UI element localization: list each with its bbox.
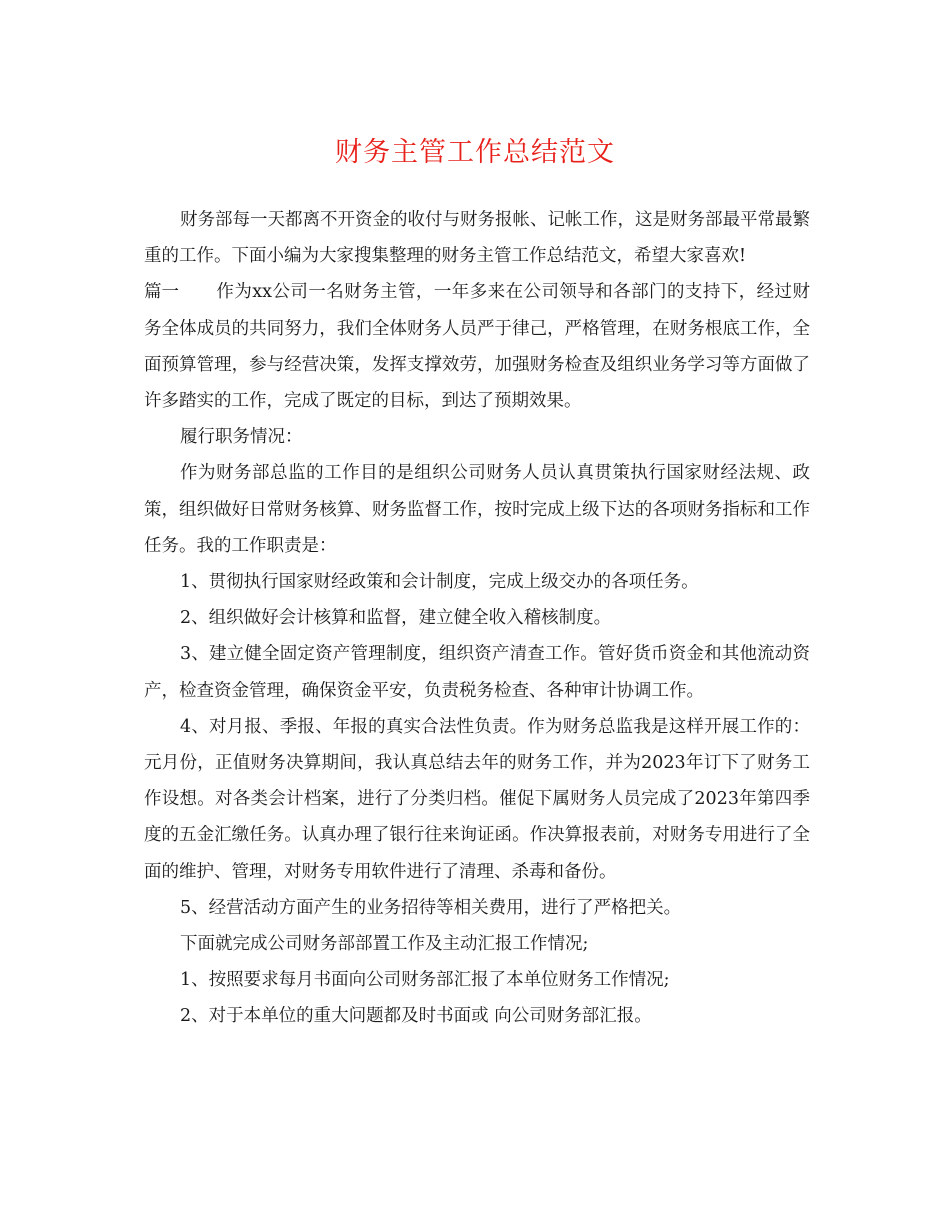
list-item: 3、建立健全固定资产管理制度，组织资产清查工作。管好货币资金和其他流动资产，检查资金管理，确保资金平安，负责税务检查、各种审计协调工作。 [144, 644, 810, 701]
list-item: 5、经营活动方面产生的业务招待等相关费用，进行了严格把关。 [180, 897, 682, 918]
list-item: 2、对于本单位的重大问题都及时书面或 向公司财务部汇报。 [180, 1006, 652, 1027]
list-item: 1、贯彻执行国家财经政策和会计制度，完成上级交办的各项任务。 [180, 572, 699, 593]
intro-paragraph: 财务部每一天都离不开资金的收付与财务报帐、记帐工作，这是财务部最平常最繁重的工作。下面小编为大家搜集整理的财务主管工作总结范文，希望大家喜欢! [144, 210, 810, 267]
paragraph: 下面就完成公司财务部部置工作及主动汇报工作情况; [180, 934, 589, 955]
paragraph: 作为财务部总监的工作目的是组织公司财务人员认真贯策执行国家财经法规、政策，组织做好日常财务核算、财务监督工作，按时完成上级下达的各项财务指标和工作任务。我的工作职责是： [144, 463, 810, 556]
list-item: 4、对月报、季报、年报的真实合法性负责。作为财务总监我是这样开展工作的：元月份，正值财务决算期间，我认真总结去年的财务工作，并为2023年订下了财务工作设想。对各类会计档案，进行了分类归档。催促下属财务人员完成了2023年第四季度的五金汇缴任务。认真办理了银行往来询证函。作决算报表前，对财务专用进行了全面的维护、管理，对财务专用软件进行了清理、杀毒和备份。 [144, 716, 810, 882]
document-title: 财务主管工作总结范文 [335, 137, 615, 168]
section-text: 作为xx公司一名财务主管，一年多来在公司领导和各部门的支持下，经过财务全体成员的共同努力，我们全体财务人员严于律己，严格管理，在财务根底工作，全面预算管理，参与经营决策，发挥支撑效劳，加强财务检查及组织业务学习等方面做了许多踏实的工作，完成了既定的目标，到达了预期效果。 [144, 282, 810, 412]
section-paragraph [144, 274, 810, 419]
list-item: 2、组织做好会计核算和监督，建立健全收入稽核制度。 [180, 608, 612, 629]
list-item: 1、按照要求每月书面向公司财务部汇报了本单位财务工作情况; [180, 970, 670, 991]
section-label: 篇一 [144, 282, 179, 303]
document-body [144, 202, 810, 1035]
paragraph: 履行职务情况： [180, 427, 303, 448]
